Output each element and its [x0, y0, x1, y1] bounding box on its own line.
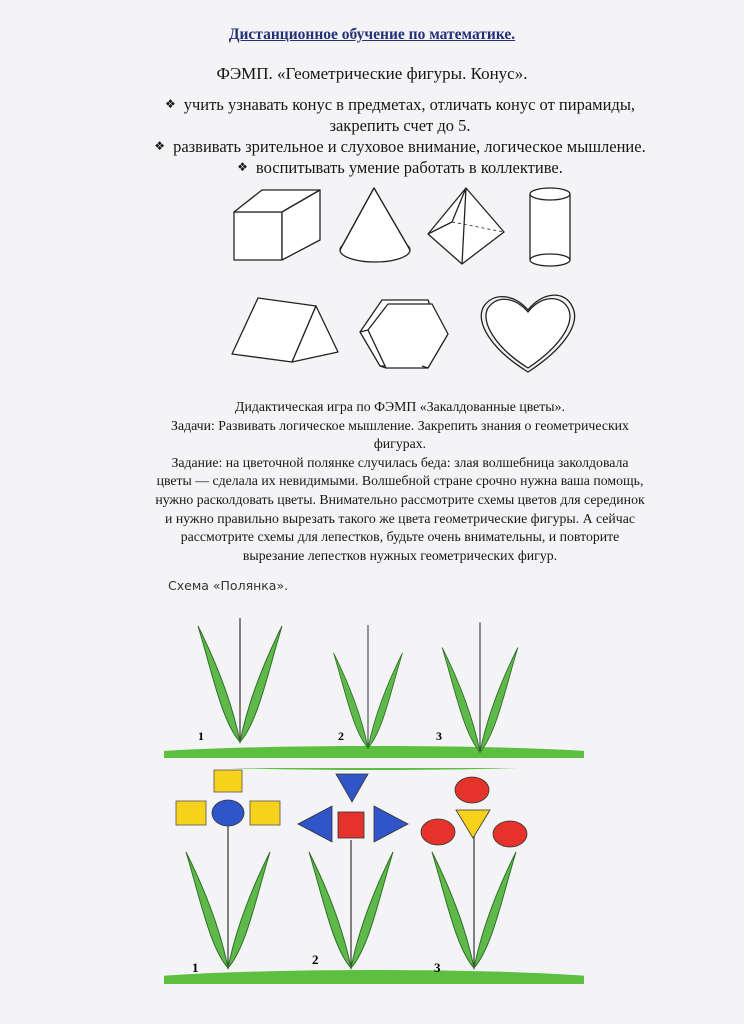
red-circle: [455, 777, 489, 803]
red-square: [338, 812, 364, 838]
game-title: Дидактическая игра по ФЭМП «Закалдованные цветы».: [235, 399, 565, 414]
top-flower-3: [442, 622, 518, 752]
yellow-triangle: [456, 810, 490, 838]
blue-triangle: [298, 806, 332, 842]
blue-triangle: [374, 806, 408, 842]
goal-text: учить узнавать конус в предметах, отличать конус от пирамиды,: [183, 95, 636, 114]
bottom-flower-3: [421, 777, 527, 968]
game-tasks-continued: фигурах.: [373, 436, 427, 452]
yellow-square: [250, 801, 280, 825]
flower-number: 1: [192, 960, 199, 975]
flower-number: 3: [434, 960, 441, 975]
diamond-bullet-icon: ❖: [164, 97, 176, 111]
leaf-left: [442, 648, 480, 752]
bottom-flower-2: [298, 774, 408, 968]
flower-number: 2: [338, 729, 344, 743]
game-assignment-line: и нужно правильно вырезать такого же цвета геометрические фигуры. А сейчас: [165, 510, 635, 526]
cone-icon: [340, 188, 410, 262]
goal-item: [110, 136, 690, 157]
blue-circle: [212, 800, 244, 826]
red-circle: [493, 821, 527, 847]
leaf-right: [368, 653, 402, 748]
meadow-scheme: [164, 600, 584, 1000]
goal-text: развивать зрительное и слуховое внимание, логическое мышление.: [173, 137, 646, 156]
triangular-prism-icon: [232, 298, 338, 362]
flower-number: 1: [198, 729, 204, 743]
leaf-right: [351, 852, 393, 968]
goal-item: [110, 157, 690, 178]
top-flower-1: [198, 618, 282, 742]
goal-text: воспитывать умение работать в коллективе.: [255, 158, 563, 177]
flower-number: 3: [436, 729, 442, 743]
cylinder-icon: [530, 188, 570, 266]
leaf-right: [480, 648, 518, 752]
flower-number: 2: [312, 952, 319, 967]
pyramid-icon: [428, 188, 504, 264]
bottom-flower-1: [176, 770, 280, 968]
goal-text-continued: закрепить счет до 5.: [329, 116, 471, 135]
leaf-right: [474, 852, 516, 968]
yellow-square: [214, 770, 242, 792]
game-description: [120, 398, 680, 565]
goals-list: [110, 94, 690, 178]
yellow-square: [176, 801, 206, 825]
cube-icon: [234, 190, 320, 260]
leaf-left: [186, 852, 228, 968]
lesson-subtitle: ФЭМП. «Геометрические фигуры. Конус».: [216, 64, 528, 83]
geometric-shapes-illustration: [222, 182, 582, 382]
game-assignment-line: вырезание лепестков нужных геометрических фигур.: [242, 547, 558, 563]
game-assignment-line: нужно расколдовать цветы. Внимательно рассмотрите схемы цветов для серединок: [155, 491, 645, 507]
leaf-right: [240, 626, 282, 742]
diamond-bullet-icon: ❖: [237, 160, 248, 174]
diamond-bullet-icon: ❖: [154, 139, 166, 153]
hexagonal-prism-icon: [360, 300, 448, 368]
game-tasks: Задачи: Развивать логическое мышление. Закрепить знания о геометрических: [171, 417, 629, 433]
goal-item: [110, 94, 690, 136]
blue-triangle: [336, 774, 368, 802]
leaf-left: [309, 852, 351, 968]
page-title: Дистанционное обучение по математике.: [228, 26, 516, 43]
leaf-right: [228, 852, 270, 968]
game-assignment: Задание: на цветочной полянке случилась беда: злая волшебница заколдовала: [171, 454, 629, 470]
leaf-left: [198, 626, 240, 742]
game-assignment-line: цветы — сделала их невидимыми. Волшебной стране срочно нужна ваша помощь,: [156, 473, 644, 489]
heart-prism-icon: [481, 295, 574, 372]
leaf-left: [432, 852, 474, 968]
scheme-label: Схема «Полянка».: [168, 578, 289, 593]
red-circle: [421, 819, 455, 845]
game-assignment-line: рассмотрите схемы для лепестков, будьте очень внимательны, и повторите: [180, 529, 620, 545]
